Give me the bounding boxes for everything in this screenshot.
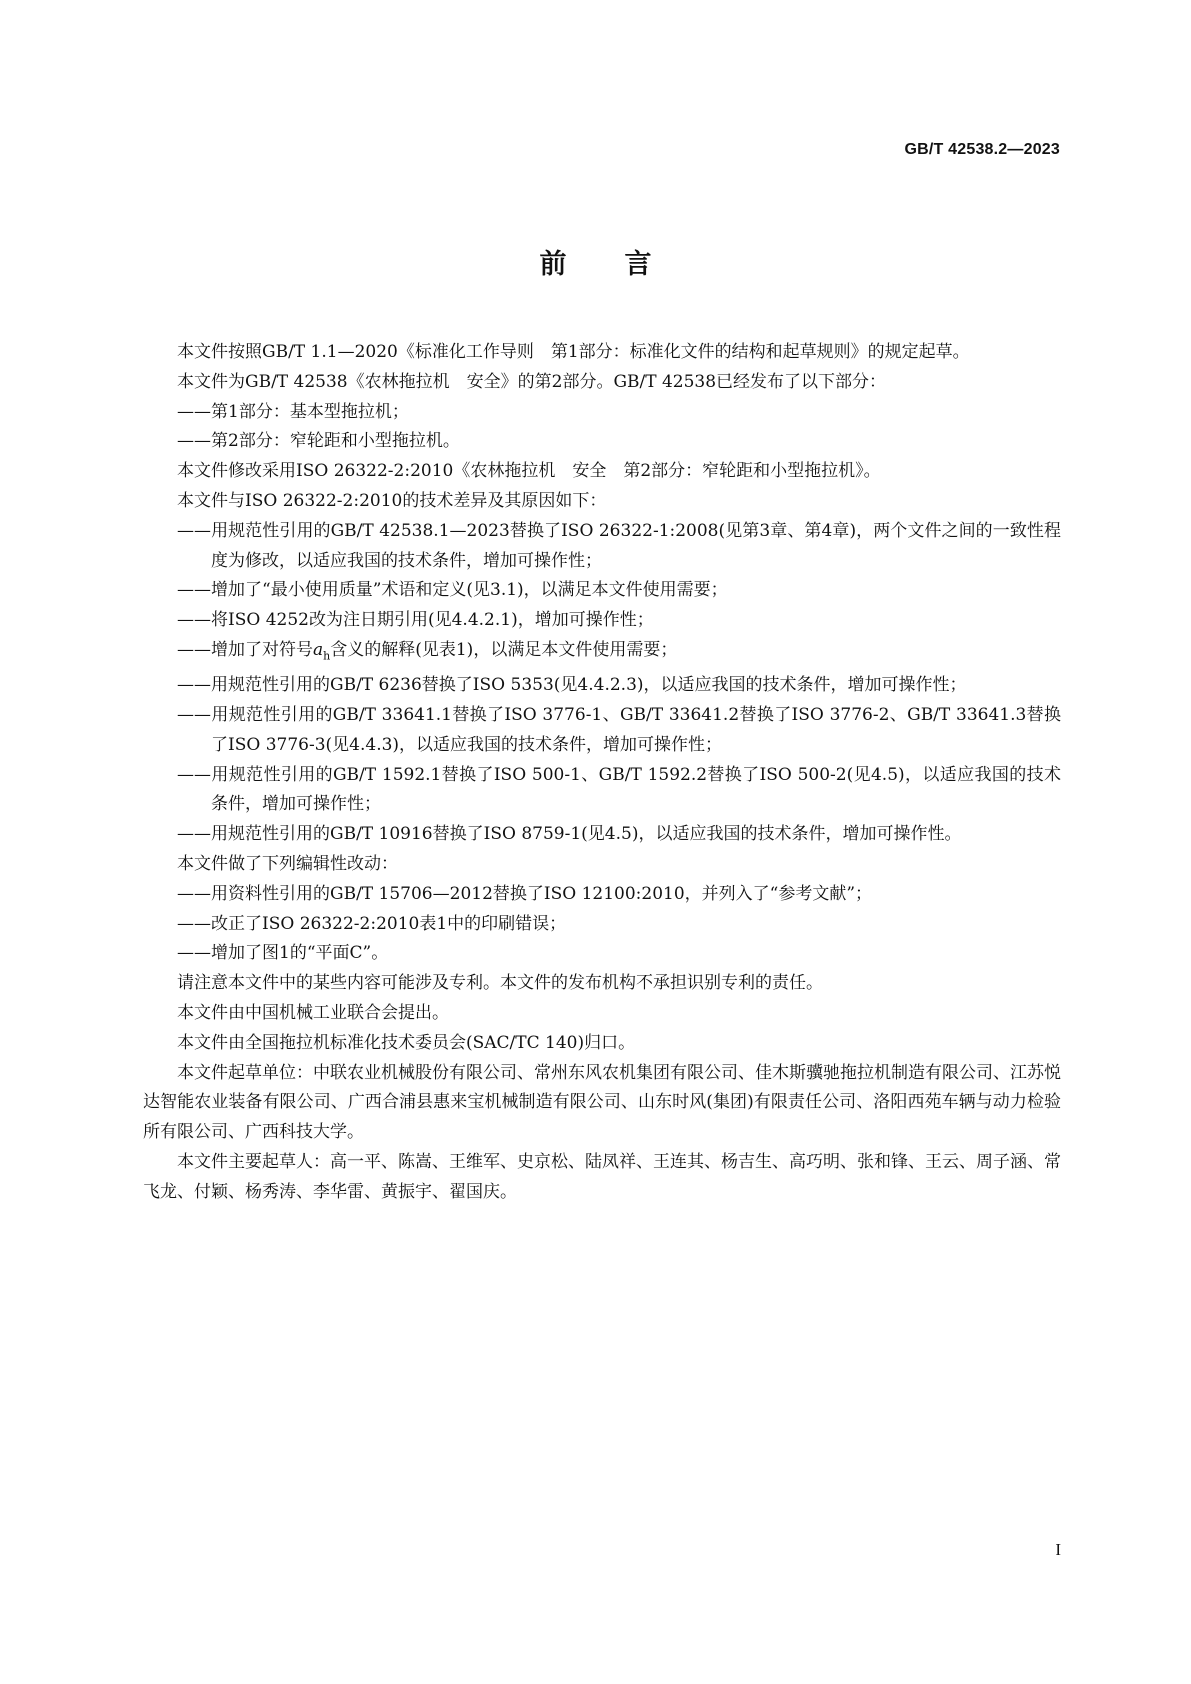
symbol-a: a xyxy=(313,639,324,660)
paragraph-drafters: 本文件主要起草人：高一平、陈嵩、王维军、史京松、陆凤祥、王连其、杨吉生、高巧明、张和锋、王云、周子涵、常飞龙、付颖、杨秀涛、李华雷、黄振宇、翟国庆。 xyxy=(143,1151,1061,1202)
list-item-difference-2: ——增加了“最小使用质量”术语和定义(见3.1)，以满足本文件使用需要； xyxy=(177,580,728,601)
paragraph-proposer: 本文件由中国机械工业联合会提出。 xyxy=(177,1002,449,1023)
paragraph-editorial-changes: 本文件做了下列编辑性改动： xyxy=(177,853,398,874)
list-item-difference-8: ——用规范性引用的GB/T 10916替换了ISO 8759-1(见4.5)，以适应我国的技术条件，增加可操作性。 xyxy=(177,824,962,845)
list-item-difference-5: ——用规范性引用的GB/T 6236替换了ISO 5353(见4.4.2.3)，以适应我国的技术条件，增加可操作性； xyxy=(177,675,967,696)
list-item-difference-3: ——将ISO 4252改为注日期引用(见4.4.2.1)，增加可操作性； xyxy=(177,610,654,631)
list-item-difference-7: ——用规范性引用的GB/T 1592.1替换了ISO 500-1、GB/T 1592.2替换了ISO 500-2(见4.5)，以适应我国的技术条件，增加可操作性； xyxy=(177,764,1061,815)
list-item-part-1: ——第1部分：基本型拖拉机； xyxy=(177,401,409,422)
paragraph-drafting-rules: 本文件按照GB/T 1.1—2020《标准化工作导则 第1部分：标准化文件的结构和起草规则》的规定起草。 xyxy=(177,342,970,362)
list-item-difference-1: ——用规范性引用的GB/T 42538.1—2023替换了ISO 26322-1:2008(见第3章、第4章)，两个文件之间的一致性程度为修改，以适应我国的技术条件，增加可操作性； xyxy=(177,520,1061,571)
difference-4-suffix: 含义的解释(见表1)，以满足本文件使用需要； xyxy=(330,639,678,660)
difference-4-prefix: ——增加了对符号 xyxy=(177,639,313,660)
paragraph-committee: 本文件由全国拖拉机标准化技术委员会(SAC/TC 140)归口。 xyxy=(177,1032,636,1053)
paragraph-technical-differences: 本文件与ISO 26322-2:2010的技术差异及其原因如下： xyxy=(177,490,607,511)
list-item-part-2: ——第2部分：窄轮距和小型拖拉机。 xyxy=(177,431,460,452)
list-item-editorial-2: ——改正了ISO 26322-2:2010表1中的印刷错误； xyxy=(177,913,567,934)
page-title: 前言 xyxy=(539,249,710,280)
paragraph-adoption: 本文件修改采用ISO 26322-2:2010《农林拖拉机 安全 第2部分：窄轮距和小型拖拉机》。 xyxy=(177,461,881,482)
list-item-editorial-3: ——增加了图1的“平面C”。 xyxy=(177,943,389,964)
standard-number: GB/T 42538.2—2023 xyxy=(904,141,1060,158)
symbol-subscript-h: h xyxy=(323,649,331,663)
list-item-difference-4 xyxy=(143,636,1061,671)
paragraph-patent-notice: 请注意本文件中的某些内容可能涉及专利。本文件的发布机构不承担识别专利的责任。 xyxy=(177,973,823,994)
paragraph-drafting-units: 本文件起草单位：中联农业机械股份有限公司、常州东风农机集团有限公司、佳木斯骥驰拖拉机制造有限公司、江苏悦达智能农业装备有限公司、广西合浦县惠来宝机械制造有限公司、山东时风(集团)有限责任公司、洛阳西苑车辆与动力检验所有限公司、广西科技大学。 xyxy=(143,1062,1061,1143)
foreword-body xyxy=(143,338,1061,1208)
list-item-editorial-1: ——用资料性引用的GB/T 15706—2012替换了ISO 12100:2010，并列入了“参考文献”； xyxy=(177,883,873,904)
paragraph-series-parts: 本文件为GB/T 42538《农林拖拉机 安全》的第2部分。GB/T 42538已经发布了以下部分： xyxy=(177,371,887,392)
list-item-difference-6: ——用规范性引用的GB/T 33641.1替换了ISO 3776-1、GB/T 33641.2替换了ISO 3776-2、GB/T 33641.3替换了ISO 3776-3(见4.4.3)，以适应我国的技术条件，增加可操作性； xyxy=(177,704,1061,755)
page-number: I xyxy=(1055,1540,1061,1559)
